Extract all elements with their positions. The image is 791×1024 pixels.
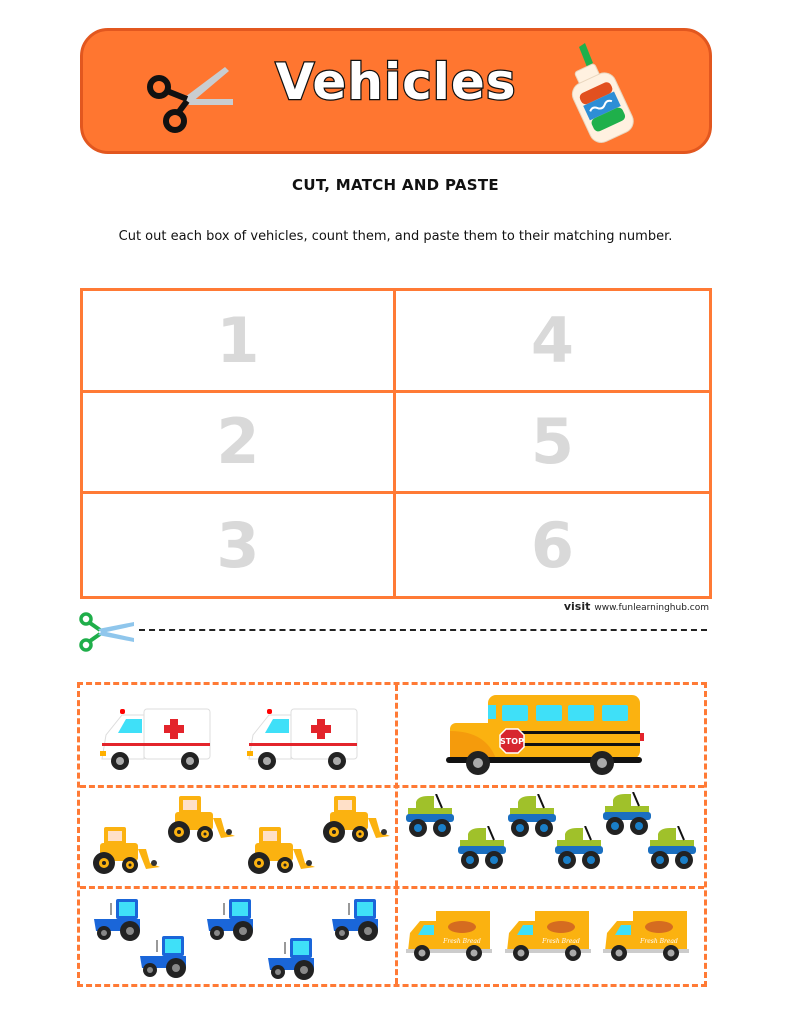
svg-text:Fresh Bread: Fresh Bread bbox=[542, 938, 580, 945]
monster-truck-icon bbox=[506, 794, 558, 842]
worksheet-subtitle: CUT, MATCH AND PASTE bbox=[292, 176, 499, 194]
green-scissors-icon bbox=[78, 612, 136, 652]
cutout-box-bread-trucks[interactable] bbox=[398, 889, 710, 987]
cutout-box-bulldozers[interactable] bbox=[80, 788, 395, 886]
tractor-icon bbox=[266, 936, 318, 982]
paste-cell-5: 5 bbox=[396, 393, 709, 495]
ambulance-icon bbox=[245, 705, 361, 771]
paste-cell-2: 2 bbox=[83, 393, 396, 495]
tractor-icon bbox=[205, 897, 257, 943]
bulldozer-icon bbox=[320, 792, 392, 844]
monster-truck-icon bbox=[646, 826, 698, 874]
page-title: Vehicles bbox=[275, 53, 517, 111]
paste-cell-6: 6 bbox=[530, 508, 575, 582]
svg-text:Fresh Bread: Fresh Bread bbox=[443, 938, 481, 945]
cutout-box-school-bus[interactable] bbox=[398, 685, 710, 785]
ambulance-icon bbox=[98, 705, 214, 771]
svg-text:STOP: STOP bbox=[500, 737, 524, 746]
website-credit bbox=[564, 600, 709, 613]
svg-text:Fresh Bread: Fresh Bread bbox=[640, 938, 678, 945]
cutout-box-tractors[interactable] bbox=[80, 889, 395, 987]
tractor-icon bbox=[330, 897, 382, 943]
tractor-icon bbox=[138, 934, 190, 980]
bread-truck-icon bbox=[601, 909, 691, 965]
glue-bottle-icon bbox=[563, 41, 643, 147]
cut-dashed-line bbox=[139, 629, 707, 631]
bread-truck-icon bbox=[503, 909, 593, 965]
cutout-box-ambulances[interactable] bbox=[80, 685, 395, 785]
bulldozer-icon bbox=[165, 792, 237, 844]
paste-cell-3: 3 bbox=[83, 494, 396, 596]
monster-truck-icon bbox=[553, 826, 605, 874]
visit-label: visit bbox=[563, 600, 591, 613]
school-bus-icon bbox=[446, 693, 646, 777]
number-paste-grid bbox=[80, 288, 712, 599]
title-banner bbox=[80, 28, 712, 154]
bread-truck-icon bbox=[404, 909, 494, 965]
tractor-icon bbox=[92, 897, 144, 943]
instructions-text: Cut out each box of vehicles, count them, and paste them to their matching number. bbox=[118, 229, 673, 244]
paste-cell-1: 1 bbox=[83, 291, 396, 393]
monster-truck-icon bbox=[456, 826, 508, 874]
bulldozer-icon bbox=[90, 823, 162, 875]
bulldozer-icon bbox=[245, 823, 317, 875]
paste-cell-4: 4 bbox=[396, 291, 709, 393]
cutout-grid bbox=[77, 682, 707, 987]
monster-truck-icon bbox=[404, 794, 456, 842]
cutout-box-monster-trucks[interactable] bbox=[398, 788, 710, 886]
website-url: www.funlearninghub.com bbox=[594, 603, 709, 613]
